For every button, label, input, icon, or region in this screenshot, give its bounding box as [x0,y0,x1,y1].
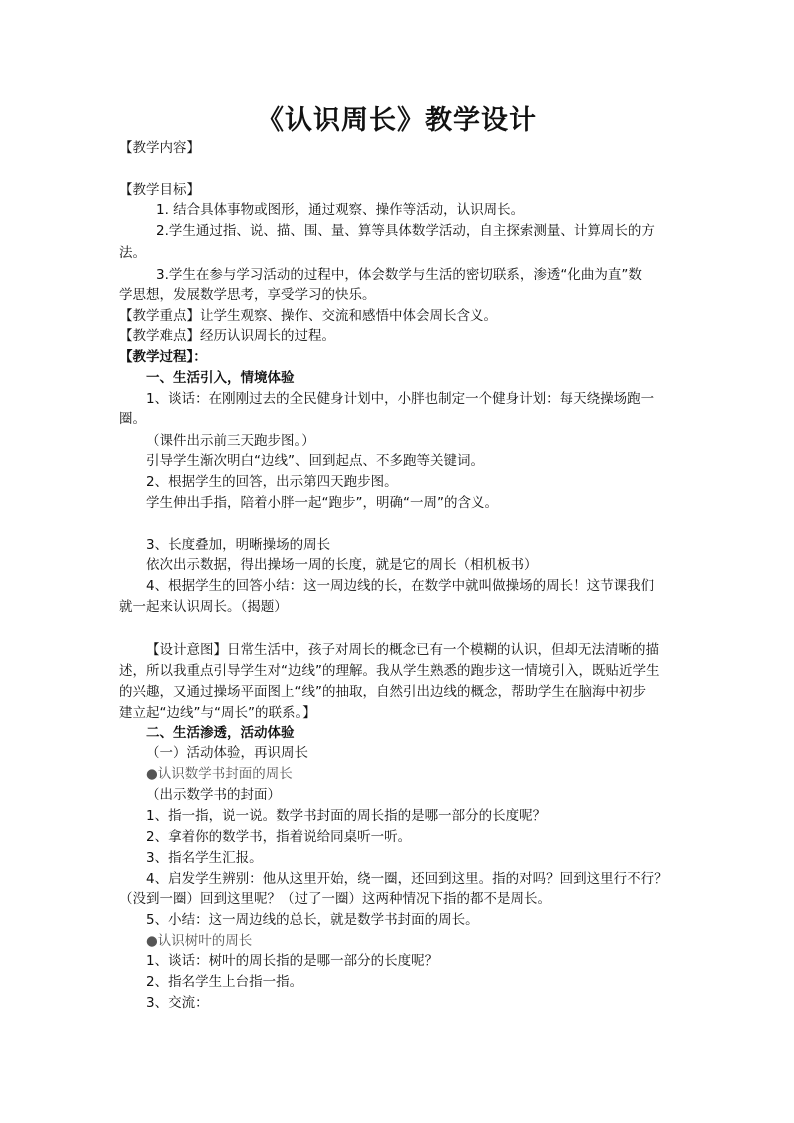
book-step-2: 2、拿着你的数学书，指着说给同桌听一听。 [146,829,412,845]
leaf-step-3: 3、交流： [146,995,209,1011]
part-1-step-1-line-2: 圈。 [119,411,146,427]
part-2-heading: 二、生活渗透，活动体验 [146,725,295,741]
design-intent-line-3: 的兴趣，又通过操场平面图上“线”的抽取，自然引出边线的概念，帮助学生在脑海中初步 [119,684,646,700]
bullet-book-cover: ●认识数学书封面的周长 [146,766,293,782]
book-step-5: 5、小结：这一周边线的总长，就是数学书封面的周长。 [146,912,479,928]
key-point: 【教学重点】让学生观察、操作、交流和感悟中体会周长含义。 [119,308,497,324]
design-intent-line-2: 述，所以我重点引导学生对“边线”的理解。我从学生熟悉的跑步这一情境引入，既贴近学生 [119,663,660,679]
objective-1: 1. 结合具体事物或图形，通过观察、操作等活动，认识周长。 [156,202,525,218]
part-1-step-2: 2、根据学生的回答，出示第四天跑步图。 [146,474,398,490]
part-1-step-2-detail: 学生伸出手指，陪着小胖一起“跑步”，明确“一周”的含义。 [146,495,498,511]
design-intent-line-4: 建立起“边线”与“周长”的联系。】 [119,705,316,721]
objective-2-line-1: 2.学生通过指、说、描、围、量、算等具体数学活动，自主探索测量、计算周长的方 [156,223,655,239]
difficulty-point: 【教学难点】经历认识周长的过程。 [119,328,335,344]
part-1-guide-text: 引导学生渐次明白“边线”、回到起点、不多跑等关键词。 [146,453,484,469]
objective-3-line-1: 3.学生在参与学习活动的过程中，体会数学与生活的密切联系，渗透“化曲为直”数 [156,267,642,283]
leaf-step-1: 1、谈话：树叶的周长指的是哪一部分的长度呢？ [146,953,439,969]
section-heading-process: 【教学过程】： [119,349,207,365]
book-step-1: 1、指一指，说一说。数学书封面的周长指的是哪一部分的长度呢？ [146,808,547,824]
book-step-4-line-2: （没到一圈）回到这里呢？（过了一圈）这两种情况下指的都不是周长。 [119,891,551,907]
book-step-4-line-1: 4、启发学生辨别：他从这里开始，绕一圈，还回到这里。指的对吗？回到这里行不行？ [146,871,668,887]
leaf-step-2: 2、指名学生上台指一指。 [146,974,304,990]
document-title: 《认识周长》教学设计 [257,105,537,136]
book-cover-note: （出示数学书的封面） [146,787,281,803]
part-1-heading: 一、生活引入，情境体验 [146,370,295,386]
objective-3-line-2: 学思想，发展数学思考，享受学习的快乐。 [119,287,376,303]
part-1-step-3: 3、长度叠加，明晰操场的周长 [146,537,331,553]
book-step-3: 3、指名学生汇报。 [146,850,263,866]
part-2-subheading: （一）活动体验，再识周长 [146,745,308,761]
section-heading-objectives: 【教学目标】 [119,182,200,198]
design-intent-line-1: 【设计意图】日常生活中，孩子对周长的概念已有一个模糊的认识，但却无法清晰的描 [146,642,659,658]
objective-2-line-2: 法。 [119,245,146,261]
part-1-step-3-detail: 依次出示数据，得出操场一周的长度，就是它的周长（相机板书） [146,557,538,573]
bullet-leaf: ●认识树叶的周长 [146,933,253,949]
section-heading-content: 【教学内容】 [119,140,200,156]
part-1-step-1-line-1: 1、谈话：在刚刚过去的全民健身计划中，小胖也制定一个健身计划：每天绕操场跑一 [146,391,655,407]
part-1-step-4-line-2: 就一起来认识周长。（揭题） [119,599,288,615]
part-1-courseware-note: （课件出示前三天跑步图。） [146,433,315,449]
part-1-step-4-line-1: 4、根据学生的回答小结：这一周边线的长，在数学中就叫做操场的周长！这节课我们 [146,578,655,594]
